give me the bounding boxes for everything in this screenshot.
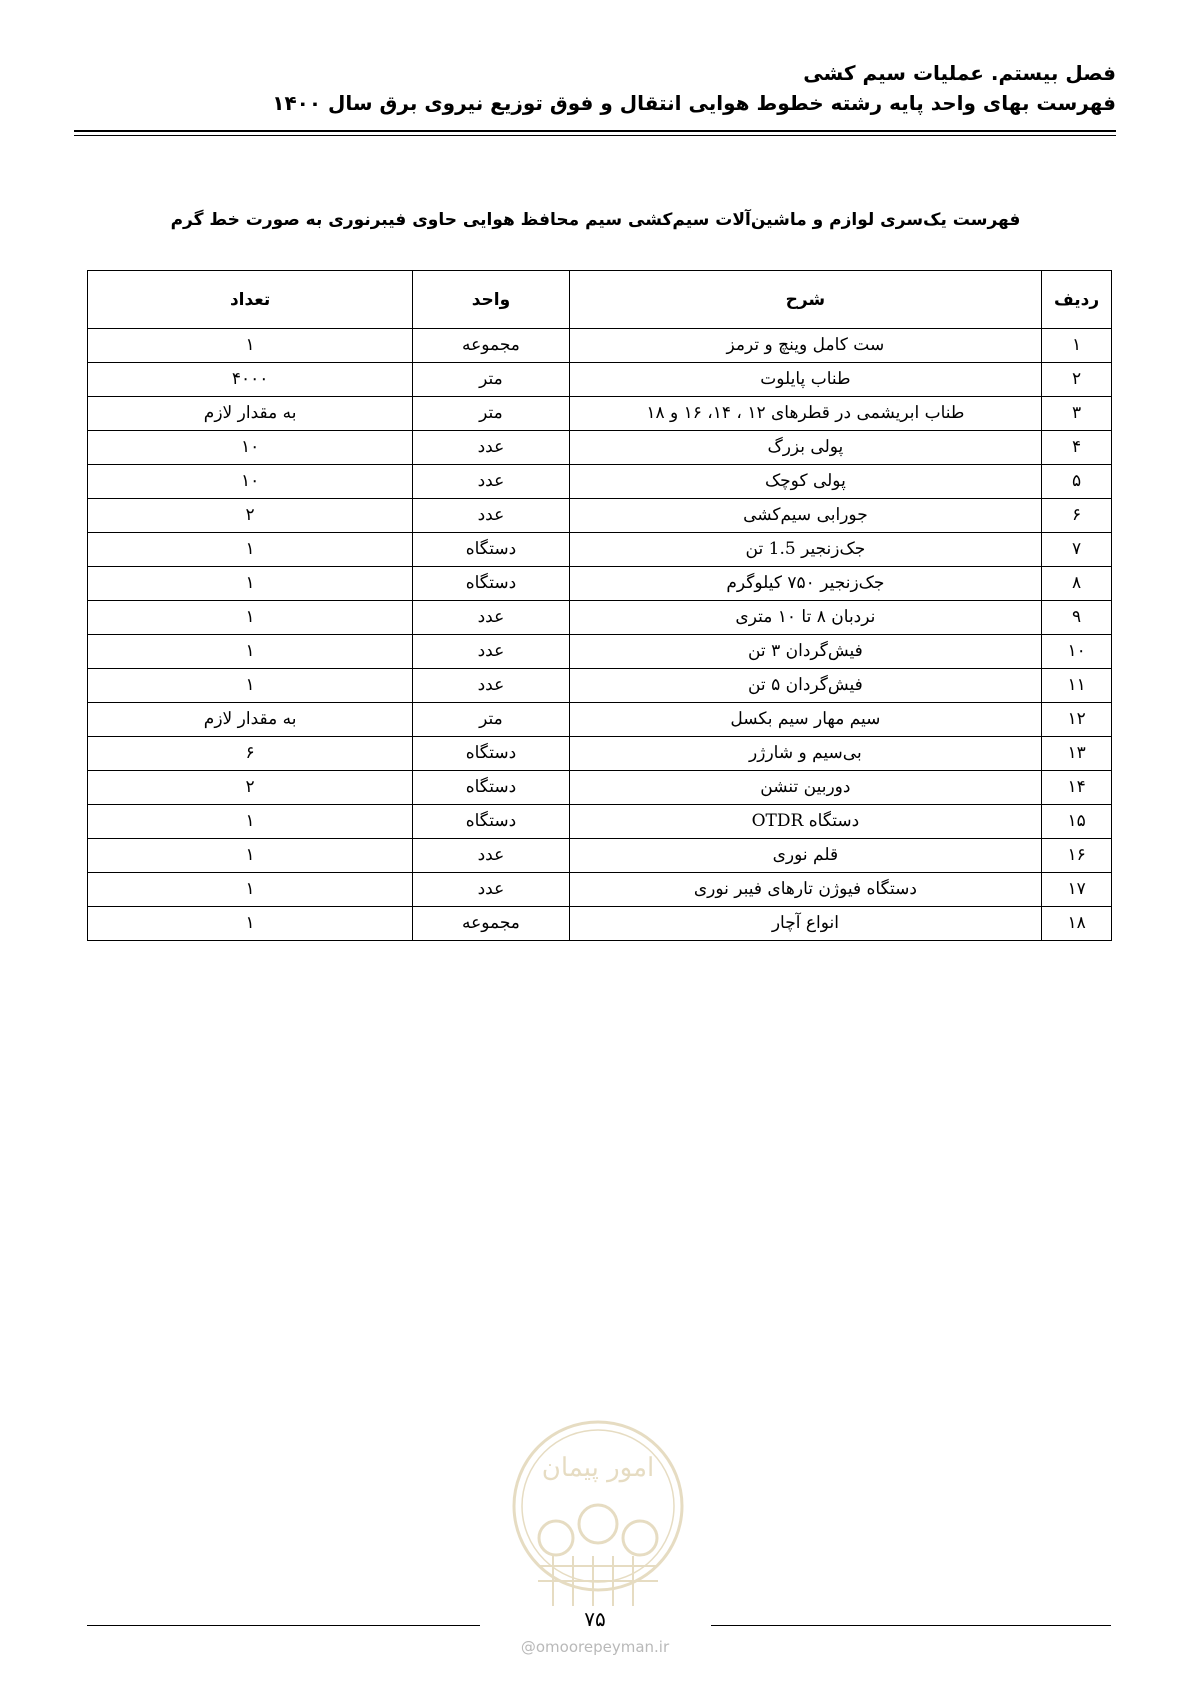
unit-cell: عدد xyxy=(413,635,569,669)
quantity-cell: ۱ xyxy=(88,907,413,941)
page-number: ۷۵ xyxy=(584,1607,606,1631)
row-number-cell: ۲ xyxy=(1042,363,1112,397)
row-number-cell: ۱۳ xyxy=(1042,737,1112,771)
table-row xyxy=(88,839,1112,873)
unit-cell: دستگاه xyxy=(413,771,569,805)
row-number-cell: ۱۷ xyxy=(1042,873,1112,907)
table-row xyxy=(88,533,1112,567)
unit-cell: مجموعه xyxy=(413,907,569,941)
row-number-cell: ۱۶ xyxy=(1042,839,1112,873)
quantity-cell: به مقدار لازم xyxy=(88,397,413,431)
row-number-cell: ۵ xyxy=(1042,465,1112,499)
row-number-cell: ۱ xyxy=(1042,329,1112,363)
header-row-number: ردیف xyxy=(1042,271,1112,329)
page-header xyxy=(74,58,1116,118)
table-row xyxy=(88,465,1112,499)
quantity-cell: به مقدار لازم xyxy=(88,703,413,737)
row-number-cell: ۱۰ xyxy=(1042,635,1112,669)
unit-cell: عدد xyxy=(413,839,569,873)
table-row xyxy=(88,431,1112,465)
description-cell: قلم نوری xyxy=(569,839,1042,873)
table-row xyxy=(88,669,1112,703)
description-cell: دوربین تنشن xyxy=(569,771,1042,805)
quantity-cell: ۱ xyxy=(88,329,413,363)
description-cell: طناب پایلوت xyxy=(569,363,1042,397)
table-row xyxy=(88,329,1112,363)
row-number-cell: ۱۲ xyxy=(1042,703,1112,737)
unit-cell: عدد xyxy=(413,499,569,533)
description-cell: طناب ابریشمی در قطرهای ۱۲ ، ۱۴، ۱۶ و ۱۸ xyxy=(569,397,1042,431)
header-unit: واحد xyxy=(413,271,569,329)
quantity-cell: ۱ xyxy=(88,567,413,601)
quantity-cell: ۱ xyxy=(88,805,413,839)
document-subtitle: فهرست بهای واحد پایه رشته خطوط هوایی انتقال و فوق توزیع نیروی برق سال ۱۴۰۰ xyxy=(272,91,1116,115)
description-cell: جک‌زنجیر ۷۵۰ کیلوگرم xyxy=(569,567,1042,601)
table-row xyxy=(88,397,1112,431)
row-number-cell: ۳ xyxy=(1042,397,1112,431)
description-cell: پولی کوچک xyxy=(569,465,1042,499)
table-row xyxy=(88,601,1112,635)
row-number-cell: ۷ xyxy=(1042,533,1112,567)
unit-cell: عدد xyxy=(413,601,569,635)
quantity-cell: ۲ xyxy=(88,499,413,533)
header-quantity: تعداد xyxy=(88,271,413,329)
unit-cell: مجموعه xyxy=(413,329,569,363)
row-number-cell: ۱۸ xyxy=(1042,907,1112,941)
unit-cell: متر xyxy=(413,397,569,431)
table-row xyxy=(88,567,1112,601)
description-cell: فیش‌گردان ۵ تن xyxy=(569,669,1042,703)
table-row xyxy=(88,499,1112,533)
unit-cell: دستگاه xyxy=(413,533,569,567)
unit-cell: دستگاه xyxy=(413,805,569,839)
unit-cell: دستگاه xyxy=(413,567,569,601)
description-cell: انواع آچار xyxy=(569,907,1042,941)
description-cell: نردبان ۸ تا ۱۰ متری xyxy=(569,601,1042,635)
row-number-cell: ۱۵ xyxy=(1042,805,1112,839)
row-number-cell: ۸ xyxy=(1042,567,1112,601)
row-number-cell: ۴ xyxy=(1042,431,1112,465)
header-rule-thick xyxy=(74,130,1116,132)
quantity-cell: ۱ xyxy=(88,601,413,635)
unit-cell: عدد xyxy=(413,431,569,465)
unit-cell: متر xyxy=(413,363,569,397)
description-cell: جک‌زنجیر 1.5 تن xyxy=(569,533,1042,567)
description-cell: بی‌سیم و شارژر xyxy=(569,737,1042,771)
footer-site-handle[interactable]: @omoorepeyman.ir xyxy=(520,1638,670,1656)
chapter-title: فصل بیستم. عملیات سیم کشی xyxy=(803,61,1116,85)
row-number-cell: ۱۱ xyxy=(1042,669,1112,703)
table-row xyxy=(88,771,1112,805)
row-number-cell: ۹ xyxy=(1042,601,1112,635)
unit-cell: دستگاه xyxy=(413,737,569,771)
equipment-table xyxy=(87,270,1112,941)
table-row xyxy=(88,873,1112,907)
table-title: فهرست یک‌سری لوازم و ماشین‌آلات سیم‌کشی سیم محافظ هوایی حاوی فیبرنوری به صورت خط گرم xyxy=(170,210,1021,230)
footer-rule-right xyxy=(711,1625,1111,1626)
quantity-cell: ۱۰ xyxy=(88,431,413,465)
description-cell: فیش‌گردان ۳ تن xyxy=(569,635,1042,669)
watermark-logo-text: امور پیمان xyxy=(541,1453,655,1483)
description-cell: پولی بزرگ xyxy=(569,431,1042,465)
quantity-cell: ۱ xyxy=(88,839,413,873)
table-row xyxy=(88,635,1112,669)
table-row xyxy=(88,363,1112,397)
table-header-row xyxy=(88,271,1112,329)
description-cell: جورابی سیم‌کشی xyxy=(569,499,1042,533)
unit-cell: متر xyxy=(413,703,569,737)
description-cell: دستگاه OTDR xyxy=(569,805,1042,839)
quantity-cell: ۱ xyxy=(88,873,413,907)
description-cell: سیم مهار سیم بکسل xyxy=(569,703,1042,737)
unit-cell: عدد xyxy=(413,669,569,703)
table-row xyxy=(88,737,1112,771)
unit-cell: عدد xyxy=(413,873,569,907)
watermark-logo xyxy=(508,1416,688,1616)
table-row xyxy=(88,907,1112,941)
unit-cell: عدد xyxy=(413,465,569,499)
table-row xyxy=(88,805,1112,839)
quantity-cell: ۱ xyxy=(88,533,413,567)
quantity-cell: ۶ xyxy=(88,737,413,771)
header-rule-thin xyxy=(74,135,1116,136)
quantity-cell: ۲ xyxy=(88,771,413,805)
row-number-cell: ۱۴ xyxy=(1042,771,1112,805)
description-cell: دستگاه فیوژن تارهای فیبر نوری xyxy=(569,873,1042,907)
quantity-cell: ۱ xyxy=(88,635,413,669)
quantity-cell: ۱۰ xyxy=(88,465,413,499)
row-number-cell: ۶ xyxy=(1042,499,1112,533)
header-description: شرح xyxy=(569,271,1042,329)
table-row xyxy=(88,703,1112,737)
description-cell: ست کامل وینچ و ترمز xyxy=(569,329,1042,363)
footer-rule-left xyxy=(87,1625,480,1626)
quantity-cell: ۱ xyxy=(88,669,413,703)
quantity-cell: ۴۰۰۰ xyxy=(88,363,413,397)
